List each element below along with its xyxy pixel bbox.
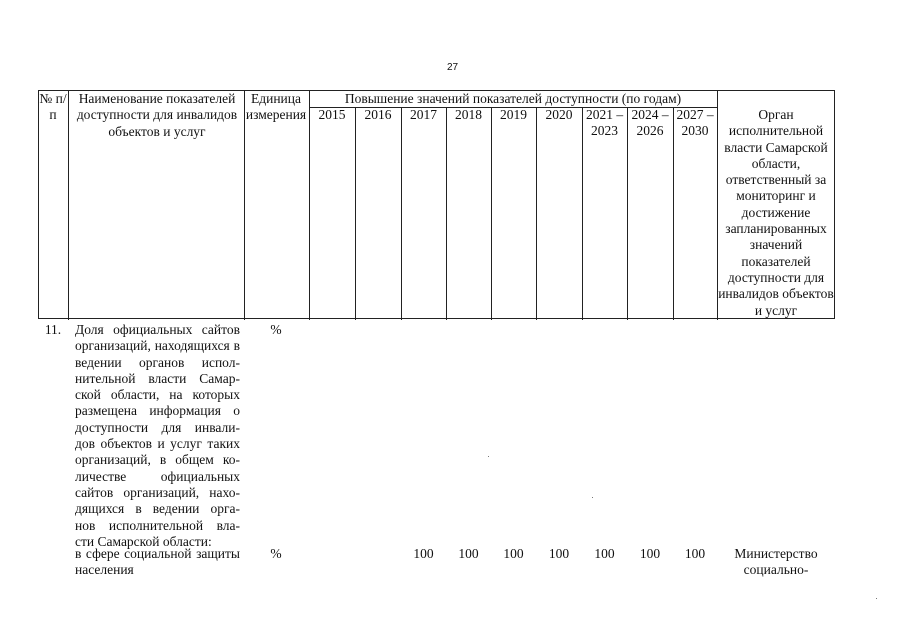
scan-speck [488, 456, 489, 457]
row-name: в сфере социальной защиты населения [75, 546, 240, 578]
header-year: 2018 [455, 107, 482, 122]
col-divider [68, 91, 69, 320]
col-divider [401, 107, 402, 320]
row-num: 11. [44, 322, 62, 337]
row-value: 100 [548, 546, 570, 561]
row-value: 100 [413, 546, 434, 561]
scan-speck [592, 497, 593, 498]
col-divider [244, 91, 245, 320]
scan-speck [876, 598, 877, 599]
row-value: 100 [503, 546, 524, 561]
header-year: 2024 – 2026 [631, 107, 669, 139]
header-year: 2016 [364, 107, 392, 122]
col-divider [446, 107, 447, 320]
row-value: 100 [458, 546, 479, 561]
page-number: 27 [446, 62, 459, 73]
header-unit: Единица измерения [245, 91, 307, 123]
header-body: Орган исполнительной власти Самарской области, ответственный за мониторинг и достижение запланированных значений показателей доступности для инвалидов объектов и услуг [718, 107, 834, 318]
row-value: 100 [594, 546, 615, 561]
header-year: 2021 – 2023 [585, 107, 624, 139]
header-name: Наименование показателей доступности для инвалидов объектов и услуг [76, 91, 238, 139]
col-divider [491, 107, 492, 320]
header-group: Повышение значений показателей доступности (по годам) [344, 91, 682, 106]
row-value: 100 [639, 546, 661, 561]
header-num: № п/п [39, 91, 67, 123]
row-body: Министерство социально- [734, 546, 818, 578]
header-year: 2020 [545, 107, 573, 122]
header-year: 2015 [318, 107, 346, 122]
header-year: 2017 [410, 107, 437, 122]
row-unit: % [270, 546, 282, 561]
col-divider [309, 91, 310, 320]
row-value: 100 [684, 546, 706, 561]
row-name: Доля официальных сайтов организаций, находящихся в ведении органов испол- нительной власти Самар- ской области, на которых размещена информация о доступности для инвали- дов объектов и услуг таких организаций, в общем ко- личестве официальных сайтов организаций, нахо- дящихся в ведении орга- нов исполнительной вла- сти Самарской области: [75, 322, 240, 549]
header-year: 2019 [500, 107, 527, 122]
header-year: 2027 – 2030 [676, 107, 714, 139]
row-unit: % [270, 322, 282, 337]
col-divider [355, 107, 356, 320]
col-divider [536, 107, 537, 320]
